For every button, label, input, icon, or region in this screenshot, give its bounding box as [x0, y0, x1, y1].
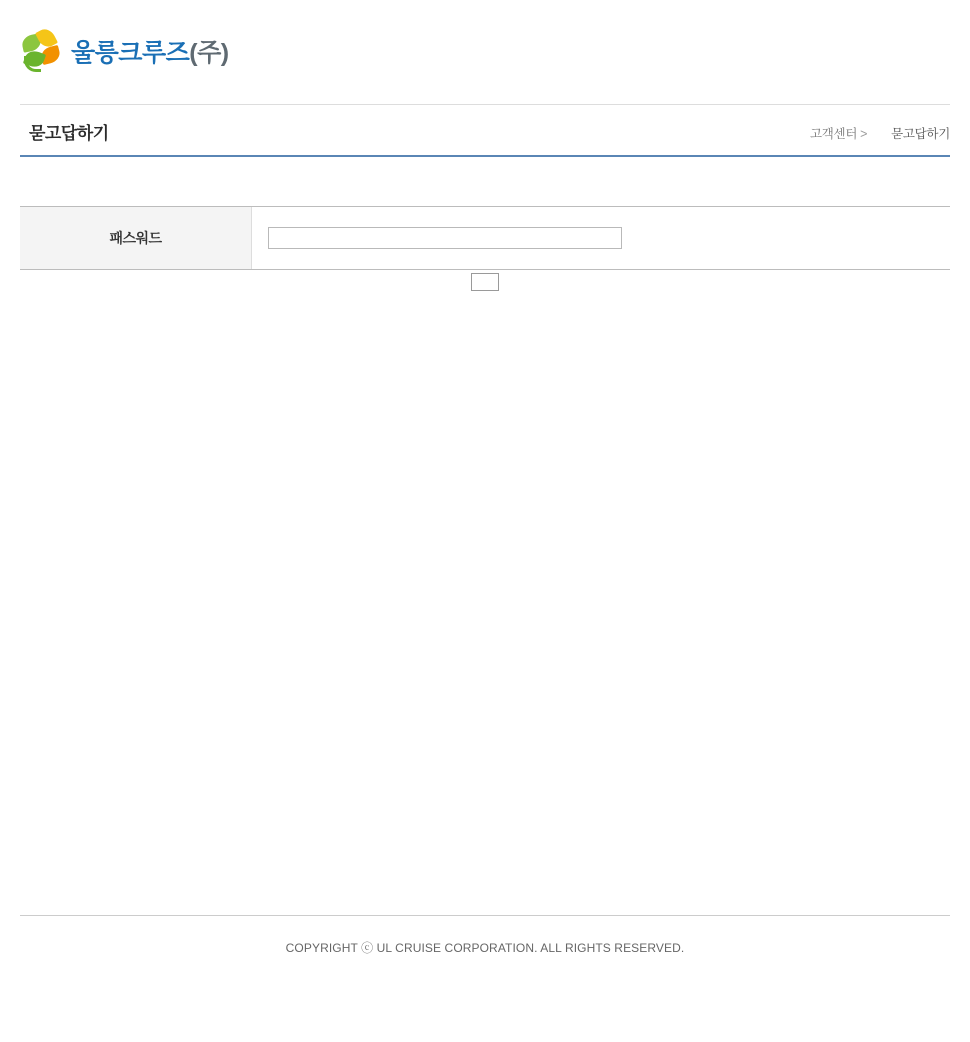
password-form-row: [20, 206, 950, 270]
logo-text-main: 울릉크루즈: [71, 39, 190, 67]
password-label: 패스워드: [20, 207, 252, 269]
password-input[interactable]: [268, 227, 622, 249]
breadcrumb-separator: >: [860, 127, 868, 141]
main-content: [20, 157, 950, 309]
logo-text-suffix: (주): [189, 39, 229, 67]
breadcrumb-current: 묻고답하기: [891, 127, 950, 141]
page-title: 묻고답하기: [29, 124, 109, 143]
password-field-cell: [252, 207, 950, 269]
content-spacer: [20, 157, 950, 206]
submit-button[interactable]: [471, 273, 499, 291]
breadcrumb: [810, 124, 950, 142]
site-header: [0, 0, 970, 104]
copyright-text: COPYRIGHT ⓒ UL CRUISE CORPORATION. ALL RIGHTS RESERVED.: [285, 941, 685, 955]
form-button-row: [20, 270, 950, 309]
pinwheel-flower-logo-icon: [22, 30, 62, 72]
logo-text: [71, 33, 229, 69]
page-title-bar: [20, 104, 950, 157]
site-logo[interactable]: [22, 30, 229, 72]
breadcrumb-parent[interactable]: 고객센터: [810, 127, 858, 141]
site-footer: [20, 915, 950, 996]
